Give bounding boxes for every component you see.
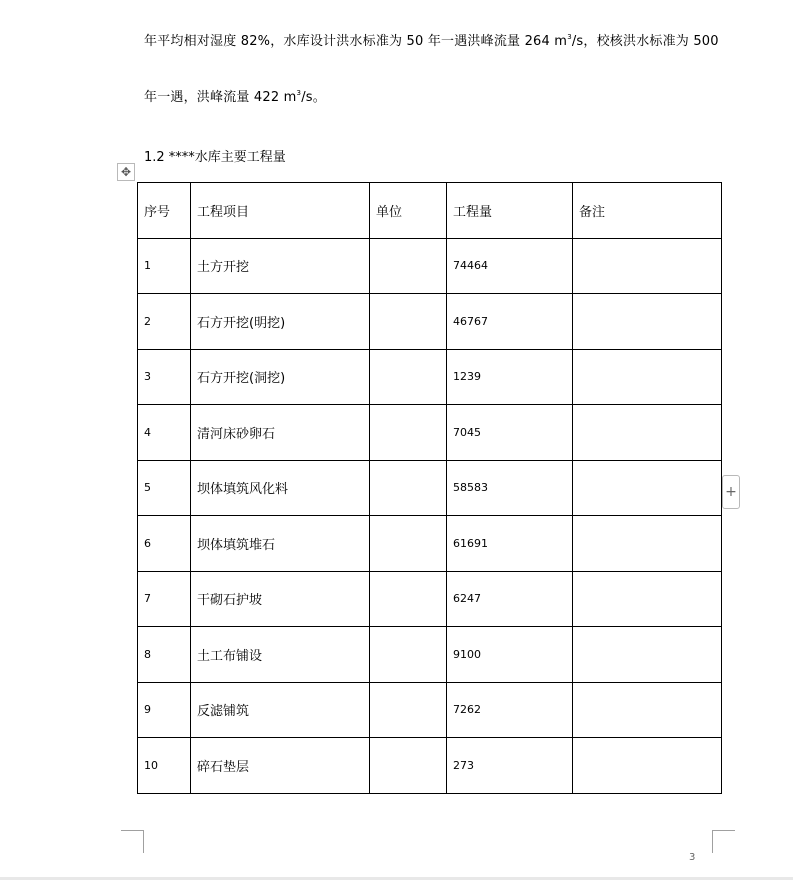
- table-row: [138, 349, 722, 405]
- item-name-cell[interactable]: 反滤铺筑: [191, 682, 370, 738]
- paragraph-line-2-text-a: 年一遇，洪峰流量 422 m: [144, 90, 297, 105]
- paragraph-line-1: [144, 34, 719, 50]
- remark-cell[interactable]: [573, 405, 722, 461]
- item-name-cell[interactable]: 石方开挖(洞挖): [191, 349, 370, 405]
- remark-cell[interactable]: [573, 571, 722, 627]
- superscript-3: 3: [567, 33, 572, 41]
- quantity-cell[interactable]: 1239: [447, 349, 573, 405]
- superscript-3: 3: [296, 89, 302, 97]
- row-index-cell[interactable]: 3: [138, 349, 191, 405]
- header-cell[interactable]: 单位: [370, 183, 447, 239]
- unit-cell[interactable]: [370, 460, 447, 516]
- unit-cell[interactable]: [370, 627, 447, 683]
- row-index-cell[interactable]: 1: [138, 238, 191, 294]
- paragraph-line-2-text-b: /s。: [301, 90, 326, 105]
- item-name-cell[interactable]: 土工布铺设: [191, 627, 370, 683]
- item-name-cell[interactable]: 土方开挖: [191, 238, 370, 294]
- table-row: [138, 627, 722, 683]
- quantity-cell[interactable]: 9100: [447, 627, 573, 683]
- unit-cell[interactable]: [370, 349, 447, 405]
- remark-cell[interactable]: [573, 238, 722, 294]
- paragraph-line-1-text-b: /s，校核洪水标准为 500: [571, 34, 719, 49]
- row-index-cell[interactable]: 9: [138, 682, 191, 738]
- unit-cell[interactable]: [370, 516, 447, 572]
- row-index-cell[interactable]: 7: [138, 571, 191, 627]
- quantity-cell[interactable]: 46767: [447, 294, 573, 350]
- table-header-row: [138, 183, 722, 239]
- table-row: [138, 294, 722, 350]
- row-index-cell[interactable]: 2: [138, 294, 191, 350]
- unit-cell[interactable]: [370, 238, 447, 294]
- quantity-cell[interactable]: 58583: [447, 460, 573, 516]
- quantity-cell[interactable]: 61691: [447, 516, 573, 572]
- table-row: [138, 460, 722, 516]
- quantity-cell[interactable]: 273: [447, 738, 573, 794]
- page-corner-mark-right: [712, 830, 735, 853]
- table-row: [138, 238, 722, 294]
- table-row: [138, 738, 722, 794]
- row-index-cell[interactable]: 8: [138, 627, 191, 683]
- move-icon[interactable]: ✥: [117, 163, 135, 181]
- item-name-cell[interactable]: 清河床砂卵石: [191, 405, 370, 461]
- remark-cell[interactable]: [573, 516, 722, 572]
- unit-cell[interactable]: [370, 571, 447, 627]
- section-heading: 1.2 ****水库主要工程量: [144, 150, 286, 165]
- remark-cell[interactable]: [573, 349, 722, 405]
- quantity-cell[interactable]: 74464: [447, 238, 573, 294]
- quantity-cell[interactable]: 7262: [447, 682, 573, 738]
- unit-cell[interactable]: [370, 682, 447, 738]
- table-row: [138, 516, 722, 572]
- item-name-cell[interactable]: 石方开挖(明挖): [191, 294, 370, 350]
- item-name-cell[interactable]: 干砌石护坡: [191, 571, 370, 627]
- unit-cell[interactable]: [370, 738, 447, 794]
- item-name-cell[interactable]: 碎石垫层: [191, 738, 370, 794]
- header-cell[interactable]: 工程项目: [191, 183, 370, 239]
- header-cell[interactable]: 序号: [138, 183, 191, 239]
- page-corner-mark-left: [121, 830, 144, 853]
- unit-cell[interactable]: [370, 405, 447, 461]
- row-index-cell[interactable]: 5: [138, 460, 191, 516]
- remark-cell[interactable]: [573, 738, 722, 794]
- paragraph-line-1-text-a: 年平均相对湿度 82%，水库设计洪水标准为 50 年一遇洪峰流量 264 m: [144, 34, 568, 49]
- unit-cell[interactable]: [370, 294, 447, 350]
- engineering-quantities-table: [137, 182, 722, 794]
- header-cell[interactable]: 工程量: [447, 183, 573, 239]
- table-row: [138, 682, 722, 738]
- table-row: [138, 571, 722, 627]
- remark-cell[interactable]: [573, 294, 722, 350]
- row-index-cell[interactable]: 10: [138, 738, 191, 794]
- plus-icon[interactable]: +: [722, 475, 740, 509]
- quantity-cell[interactable]: 6247: [447, 571, 573, 627]
- item-name-cell[interactable]: 坝体填筑风化料: [191, 460, 370, 516]
- paragraph-line-2: [144, 90, 326, 106]
- page-number: 3: [689, 852, 696, 863]
- row-index-cell[interactable]: 4: [138, 405, 191, 461]
- quantity-cell[interactable]: 7045: [447, 405, 573, 461]
- remark-cell[interactable]: [573, 460, 722, 516]
- table-row: [138, 405, 722, 461]
- remark-cell[interactable]: [573, 627, 722, 683]
- item-name-cell[interactable]: 坝体填筑堆石: [191, 516, 370, 572]
- header-cell[interactable]: 备注: [573, 183, 722, 239]
- remark-cell[interactable]: [573, 682, 722, 738]
- row-index-cell[interactable]: 6: [138, 516, 191, 572]
